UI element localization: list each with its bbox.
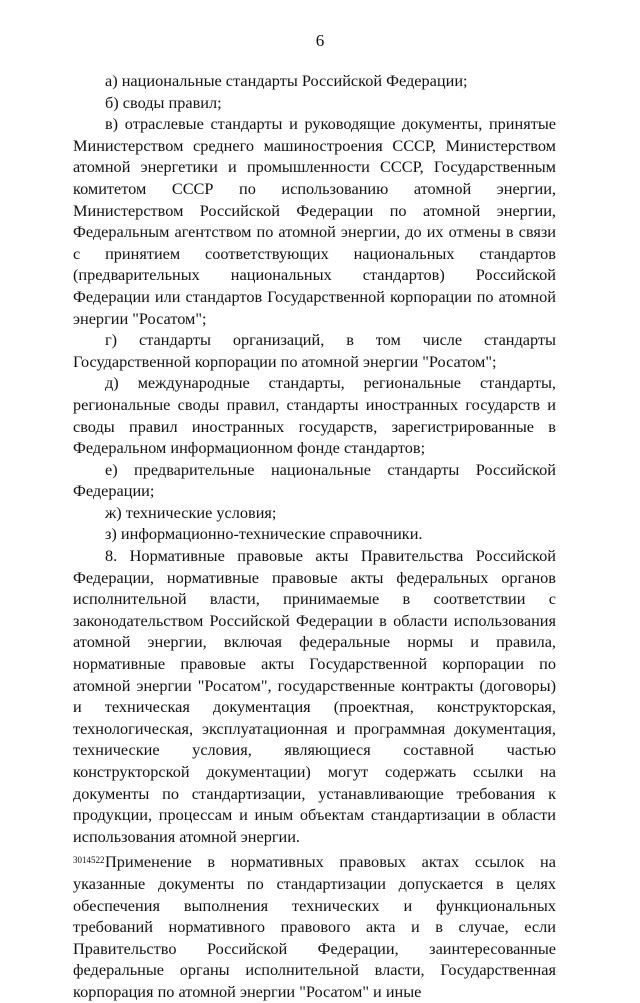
list-item-g: г) стандарты организаций, в том числе стандарты Государственной корпорации по атомной энергии "Росатом"; bbox=[73, 330, 556, 371]
footer-document-code: 3014522 bbox=[73, 855, 105, 865]
list-item-a: а) национальные стандарты Российской Федерации; bbox=[105, 71, 468, 90]
list-item-zh: ж) технические условия; bbox=[105, 502, 277, 522]
list-item-b: б) своды правил; bbox=[105, 92, 222, 112]
section-8-paragraph: 8. Нормативные правовые акты Правительства Российской Федерации, нормативные правовые акты федеральных органов исполнительной власти, принимаемые в соответствии с законодательством Российской Федерации в области использования атомной энергии, включая федеральные нормы и правила, нормативные правовые акты Государственной корпорации по атомной энергии "Росатом", государственные контракты (договоры) и техническая документация (проектная, конструкторская, технологическая, эксплуатационная и программная документация, технические условия, являющиеся составной частью конструкторской документации) могут содержать ссылки на документы по стандартизации, устанавливающие требования к продукции, процессам и иным объектам стандартизации в области использования атомной энергии. bbox=[73, 546, 556, 846]
document-body bbox=[73, 70, 556, 1003]
list-item-d: д) международные стандарты, региональные стандарты, региональные своды правил, стандарты иностранных государств и своды правил иностранных государств, зарегистрированные в Федеральном информационном фонде стандартов; bbox=[73, 373, 556, 458]
application-paragraph: Применение в нормативных правовых актах ссылок на указанные документы по стандартизации допускается в целях обеспечения выполнения технических и функциональных требований нормативного правового акта и в случае, если Правительство Российской Федерации, заинтересованные федеральные органы исполнительной власти, Государственная корпорация по атомной энергии "Росатом" и иные bbox=[73, 852, 556, 1001]
list-item-e: е) предварительные национальные стандарты Российской Федерации; bbox=[73, 459, 556, 501]
list-item-v: в) отраслевые стандарты и руководящие документы, принятые Министерством среднего машиностроения СССР, Министерством атомной энергетики и промышленности СССР, Государственным комитетом СССР по использованию атомной энергии, Министерством Российской Федерации по атомной энергии, Федеральным агентством по атомной энергии, до их отмены в связи с принятием соответствующих национальных стандартов (предварительных национальных стандартов) Российской Федерации или стандартов Государственной корпорации по атомной энергии "Росатом"; bbox=[73, 114, 556, 328]
page-number: 6 bbox=[315, 31, 325, 50]
list-item-z: з) информационно-технические справочники. bbox=[105, 524, 423, 544]
